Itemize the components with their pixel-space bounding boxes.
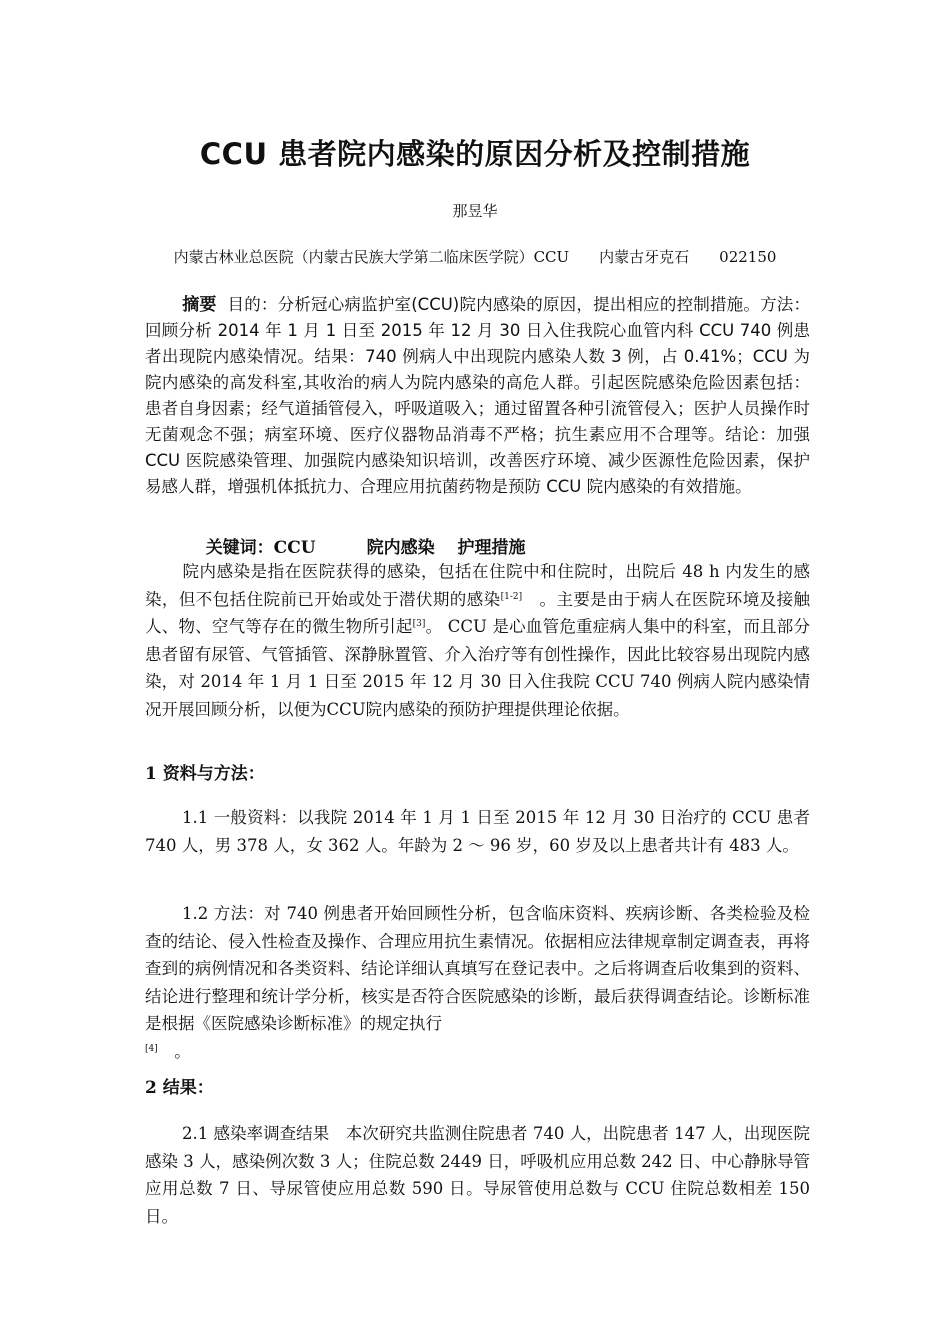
section-2-1-text: 2.1 感染率调查结果 本次研究共监测住院患者 740 人，出院患者 147 人，出现医院感染 3 人，感染例次数 3 人；住院总数 2449 日，呼吸机应用总数 242 日、中心静脉导管应用总数 7 日、导尿管使应用总数 590 日。导尿管使用总数与 CCU 住院总数相差 150 日。 xyxy=(145,1124,810,1226)
section-1-2-end: 。 xyxy=(157,1041,191,1061)
abstract-label: 摘要 xyxy=(182,295,217,315)
section-1-2-paragraph xyxy=(145,900,810,1065)
keywords-text: 关键词：CCU 院内感染 护理措施 xyxy=(205,538,526,558)
citation-3: [3] xyxy=(412,619,426,629)
author-name: 那昱华 xyxy=(452,202,498,220)
section-1-2-text: 1.2 方法：对 740 例患者开始回顾性分析，包含临床资料、疾病诊断、各类检验及检查的结论、侵入性检查及操作、合理应用抗生素情况。依据相应法律规章制定调查表，再将查到的病例情况和各类资料、结论详细认真填写在登记表中。之后将调查后收集到的资料、结论进行整理和统计学分析，核实是否符合医院感染的诊断，最后获得调查结论。诊断标准是根据《医院感染诊断标准》的规定执行 xyxy=(145,904,810,1033)
citation-1-2: [1-2] xyxy=(500,591,523,602)
intro-text-1: 院内感染是指在医院获得的感染，包括在住院中和住院时，出院后 48 h 内发生的感染，但不包括住院前已开始或处于潜伏期的感染 xyxy=(145,562,810,609)
section-2-heading: 2 结果： xyxy=(145,1078,214,1098)
abstract xyxy=(145,292,810,500)
intro-text-3: 。 CCU 是心血管危重症病人集中的科室，而且部分患者留有尿管、气管插管、深静脉置管、介入治疗等有创性操作，因此比较容易出现院内感染，对 2014 年 1 月 1 日至 2015 年 12 月 30 日入住我院 CCU 740 例病人院内感染情况开展回顾分析，以便为CCU院内感染的预防护理提供理论依据。 xyxy=(145,617,810,719)
paper-title: CCU 患者院内感染的原因分析及控制措施 xyxy=(199,137,751,171)
intro-text-2: 。主要是由于病人在医院环境及接触人、物、空气等存在的微生物所引起 xyxy=(145,589,811,636)
author-affiliation: 内蒙古林业总医院（内蒙古民族大学第二临床医学院）CCU 内蒙古牙克石 022150 xyxy=(173,248,777,266)
abstract-text: 目的：分析冠心病监护室(CCU)院内感染的原因，提出相应的控制措施。方法：回顾分析 2014 年 1 月 1 日至 2015 年 12 月 30 日入住我院心血管内科 CCU 740 例患者出现院内感染情况。结果：740 例病人中出现院内感染人数 3 例，占 0.41%；CCU 为院内感染的高发科室,其收治的病人为院内感染的高危人群。引起医院感染危险因素包括：患者自身因素；经气道插管侵入，呼吸道吸入；通过留置各种引流管侵入；医护人员操作时无菌观念不强；病室环境、医疗仪器物品消毒不严格；抗生素应用不合理等。结论：加强 CCU 医院感染管理、加强院内感染知识培训，改善医疗环境、减少医源性危险因素，保护易感人群，增强机体抵抗力、合理应用抗菌药物是预防 CCU 院内感染的有效措施。 xyxy=(145,295,810,496)
section-1-heading: 1 资料与方法： xyxy=(145,764,265,784)
section-1-1-paragraph xyxy=(145,804,810,859)
intro-paragraph xyxy=(145,558,810,723)
section-1-1-text: 1.1 一般资料：以我院 2014 年 1 月 1 日至 2015 年 12 月 30 日治疗的 CCU 患者 740 人，男 378 人，女 362 人。年龄为 2 ～ 96 岁，60 岁及以上患者共计有 483 人。 xyxy=(145,808,810,855)
citation-4: [4] xyxy=(145,1043,158,1054)
section-2-1-paragraph xyxy=(145,1120,810,1230)
